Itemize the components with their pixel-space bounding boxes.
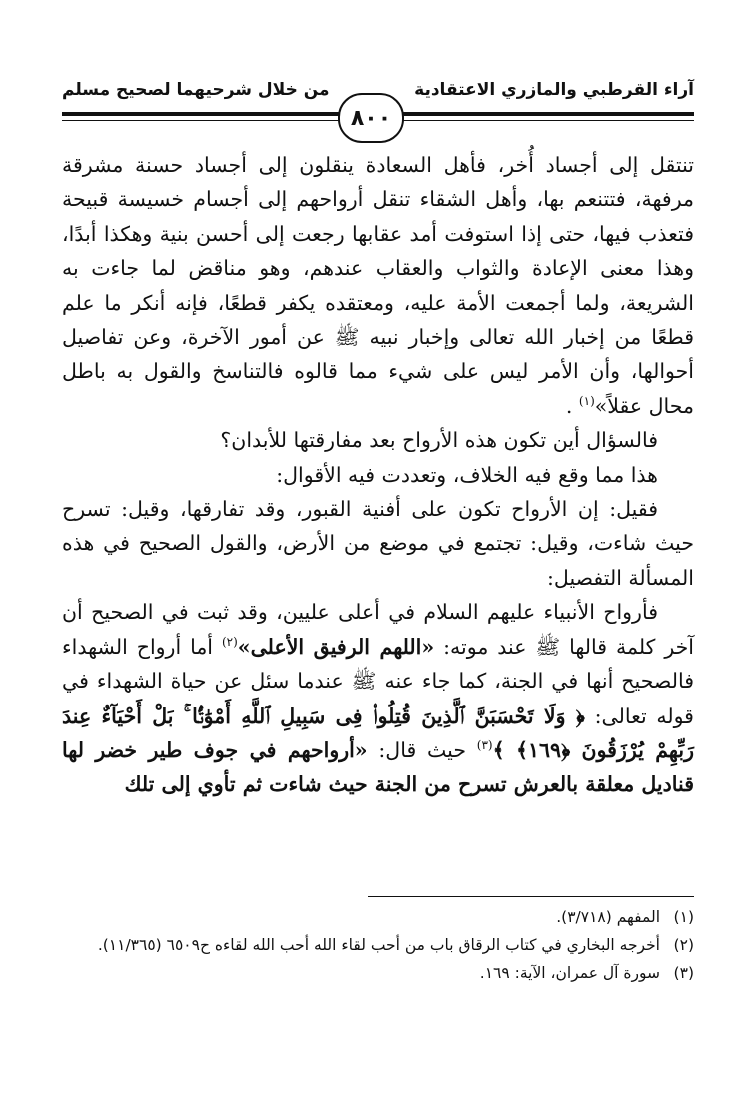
quran-verse: ﴿ وَلَا تَحْسَبَنَّ ٱلَّذِينَ قُتِلُوا۟ فِى سَبِيلِ ٱللَّهِ أَمْوَٰتًۢا ۚ بَلْ أَحْيَآءٌ عِندَ رَبِّهِمْ يُرْزَقُونَ ﴿١٦٩﴾ ﴾: [62, 703, 694, 762]
footnote-3: [62, 962, 694, 985]
footnote-ref-1: (١): [578, 393, 595, 408]
paragraph-1-end: .: [565, 393, 579, 418]
footnote-text: المفهم (٣/٧١٨).: [556, 908, 660, 926]
main-text: [62, 148, 694, 802]
footnote-separator: [368, 896, 694, 897]
footnote-text: أخرجه البخاري في كتاب الرقاق باب من أحب لقاء الله أحب الله لقاءه ح٦٥٠٩ (١١/٣٦٥).: [97, 936, 660, 954]
footnote-number: (٣): [673, 964, 694, 982]
paragraph-details-text-b: أما أرواح الشهداء فالصحيح أنها في الجنة، كما جاء عنه ﷺ عندما سئل عن حياة الشهداء في قوله تعالى:: [62, 634, 694, 728]
page-number: ٨٠٠: [350, 105, 392, 131]
footnote-text: سورة آل عمران، الآية: ١٦٩.: [479, 964, 660, 982]
prophet-last-words: «اللهم الرفيق الأعلى»: [237, 634, 435, 659]
paragraph-1-text: تنتقل إلى أجساد أُخر، فأهل السعادة ينقلون إلى أجساد حسنة مشرقة مرفهة، فتتنعم بها، وأهل الشقاء تنقل أرواحهم إلى أجسام خسيسة قبيحة فتعذب فيها، حتى إذا استوفت أمد عقابها رجعت إلى أحسن بنية وهكذا أبدًا، وهذا معنى الإعادة والثواب والعقاب عندهم، وهو مناقض لما جاءت به الشريعة، ولما أجمعت الأمة عليه، ومعتقده يكفر قطعًا، فإنه أنكر ما علم قطعًا من إخبار الله تعالى وإخبار نبيه ﷺ عن أمور الآخرة، وعن تفاصيل أحوالها، وأن الأمر ليس على شيء مما قالوه فالتناسخ والقول به باطل محال عقلاً»: [62, 153, 694, 418]
footnote-number: (١): [673, 908, 694, 926]
paragraph-details-text-a: فأرواح الأنبياء عليهم السلام في أعلى عليين، وقد ثبت في الصحيح أن آخر كلمة قالها ﷺ عند موته:: [62, 600, 695, 659]
hadith-quote: «أرواحهم في جوف طير خضر لها قناديل معلقة بالعرش تسرح من الجنة حيث شاءت ثم تأوي إلى تلك: [62, 737, 694, 797]
running-title-left: من خلال شرحيهما لصحيح مسلم: [62, 80, 330, 100]
footnote-1: [62, 906, 694, 929]
footnote-2: [62, 934, 694, 957]
footnotes: [62, 906, 694, 990]
paragraph-details-text-c: حيث قال:: [367, 737, 477, 762]
paragraph-1: [62, 148, 694, 423]
paragraph-details: [62, 595, 694, 801]
footnote-ref-3: (٣): [476, 737, 493, 752]
paragraph-dispute: هذا مما وقع فيه الخلاف، وتعددت فيه الأقوال:: [276, 462, 658, 487]
footnote-number: (٢): [673, 936, 694, 954]
running-title-right: آراء القرطبي والمازري الاعتقادية: [414, 80, 694, 100]
footnote-ref-2: (٢): [221, 634, 238, 649]
page-number-badge: [338, 93, 404, 143]
paragraph-opinions: فقيل: إن الأرواح تكون على أفنية القبور، وقد تفارقها، وقيل: تسرح حيث شاءت، وقيل: تجتمع في موضع من الأرض، والقول الصحيح في هذه المسألة التفصيل:: [62, 497, 694, 590]
paragraph-question: فالسؤال أين تكون هذه الأرواح بعد مفارقتها للأبدان؟: [220, 428, 658, 453]
